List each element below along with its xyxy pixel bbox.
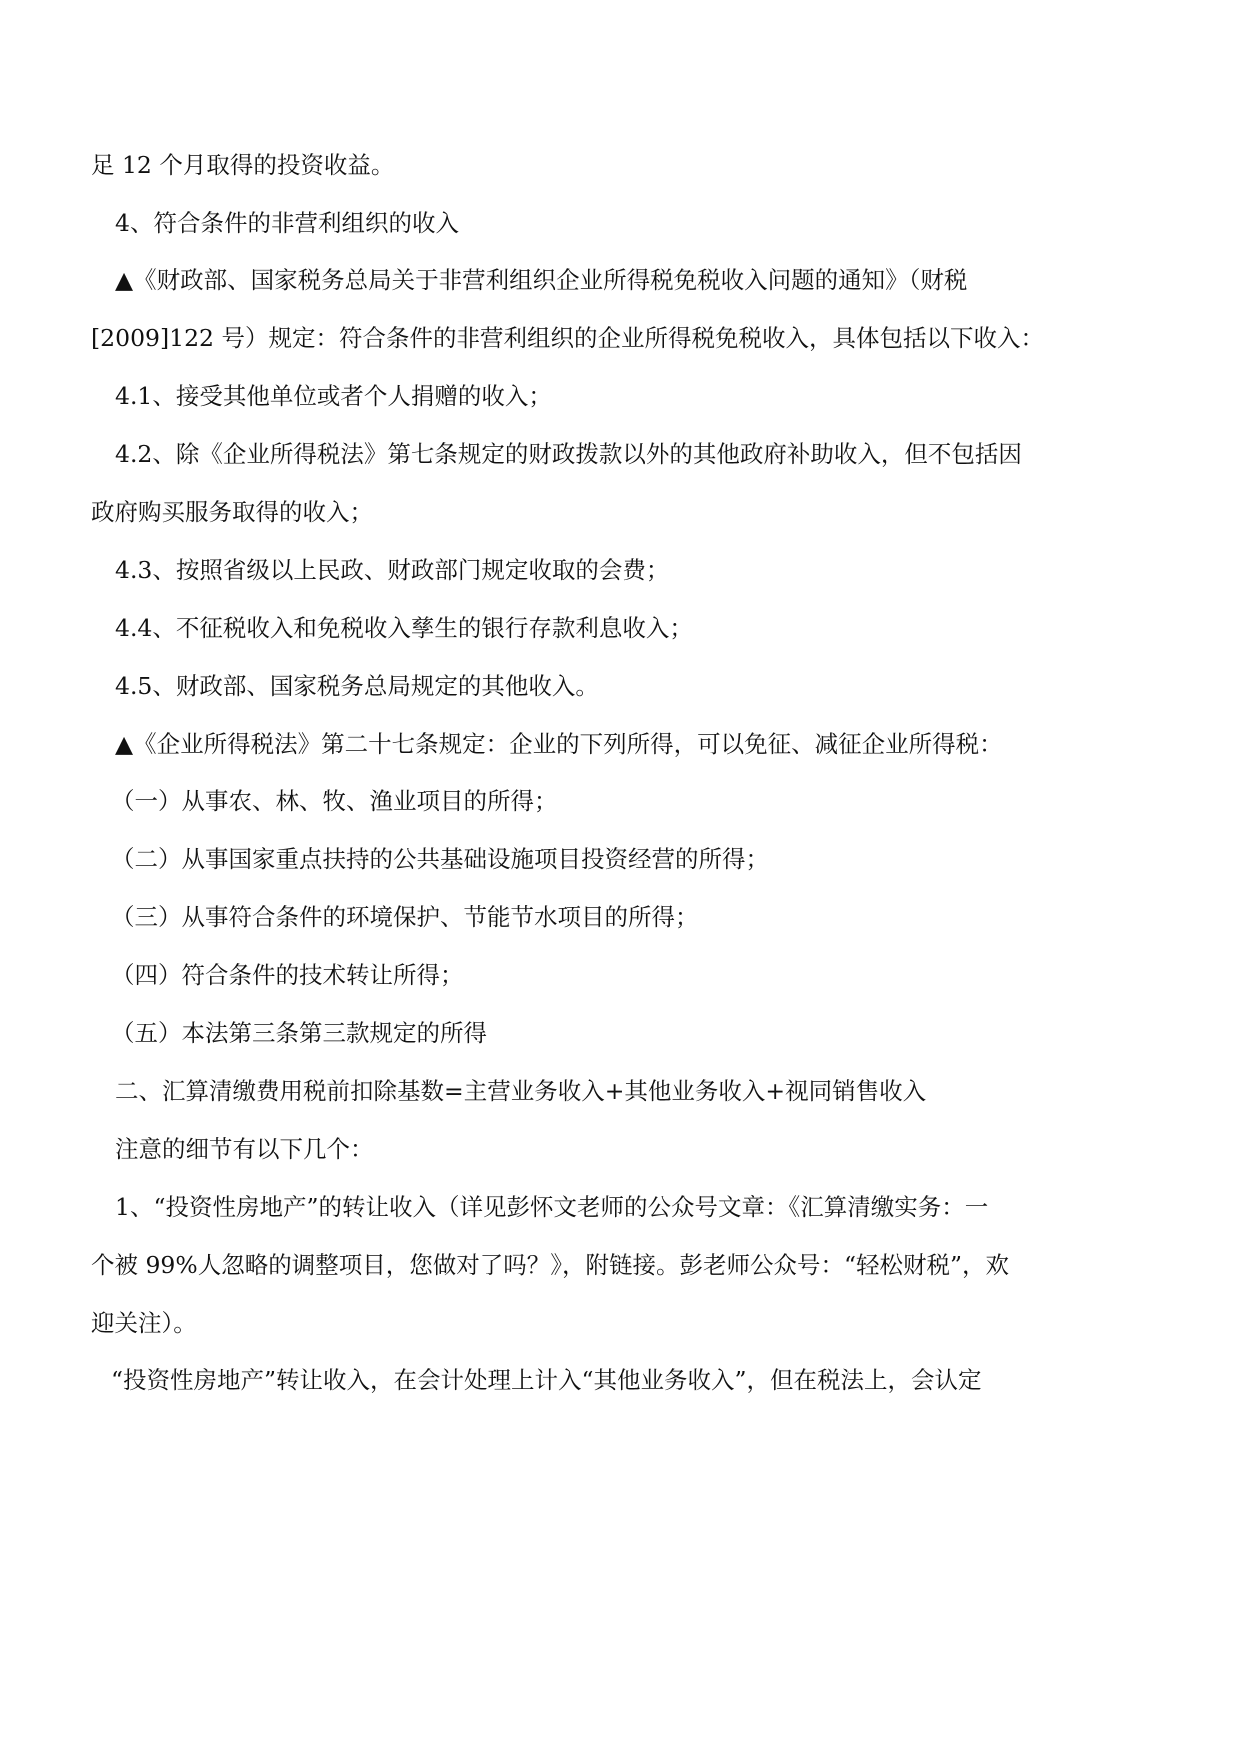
detail-item-1-end: 迎关注）。: [91, 1309, 197, 1337]
section-heading-nonprofit-income: 4、符合条件的非营利组织的收入: [115, 209, 459, 237]
text-line-continuation: 足 12 个月取得的投资收益。: [91, 151, 395, 179]
law-article-27-line: ▲《企业所得税法》第二十七条规定：企业的下列所得，可以免征、减征企业所得税：: [115, 730, 1003, 758]
article-item-4: （四）符合条件的技术转让所得；: [111, 961, 464, 989]
notice-citation-line: ▲《财政部、国家税务总局关于非营利组织企业所得税免税收入问题的通知》（财税: [115, 266, 968, 294]
article-item-5: （五）本法第三条第三款规定的所得: [111, 1019, 487, 1047]
notice-citation-continuation: [2009]122 号）规定：符合条件的非营利组织的企业所得税免税收入，具体包括以下收入：: [91, 324, 1044, 352]
detail-item-1: 1、“投资性房地产”的转让收入（详见彭怀文老师的公众号文章：《汇算清缴实务：一: [115, 1193, 989, 1221]
paragraph-investment-property: “投资性房地产”转让收入，在会计处理上计入“其他业务收入”，但在税法上，会认定: [111, 1366, 982, 1394]
detail-item-1-continuation: 个被 99%人忽略的调整项目，您做对了吗？》，附链接。彭老师公众号：“轻松财税”，欢: [91, 1251, 1009, 1279]
list-item-4-2: 4.2、除《企业所得税法》第七条规定的财政拨款以外的其他政府补助收入，但不包括因: [115, 440, 1022, 468]
list-item-4-5: 4.5、财政部、国家税务总局规定的其他收入。: [115, 672, 599, 700]
list-item-4-3: 4.3、按照省级以上民政、财政部门规定收取的会费；: [115, 556, 670, 584]
article-item-2: （二）从事国家重点扶持的公共基础设施项目投资经营的所得；: [111, 845, 769, 873]
article-item-3: （三）从事符合条件的环境保护、节能节水项目的所得；: [111, 903, 699, 931]
article-item-1: （一）从事农、林、牧、渔业项目的所得；: [111, 787, 558, 815]
list-item-4-4: 4.4、不征税收入和免税收入孳生的银行存款利息收入；: [115, 614, 693, 642]
details-intro-line: 注意的细节有以下几个：: [115, 1135, 374, 1163]
list-item-4-2-continuation: 政府购买服务取得的收入；: [91, 498, 373, 526]
section-heading-deduction-base: 二、汇算清缴费用税前扣除基数=主营业务收入+其他业务收入+视同销售收入: [115, 1077, 927, 1105]
list-item-4-1: 4.1、接受其他单位或者个人捐赠的收入；: [115, 382, 552, 410]
